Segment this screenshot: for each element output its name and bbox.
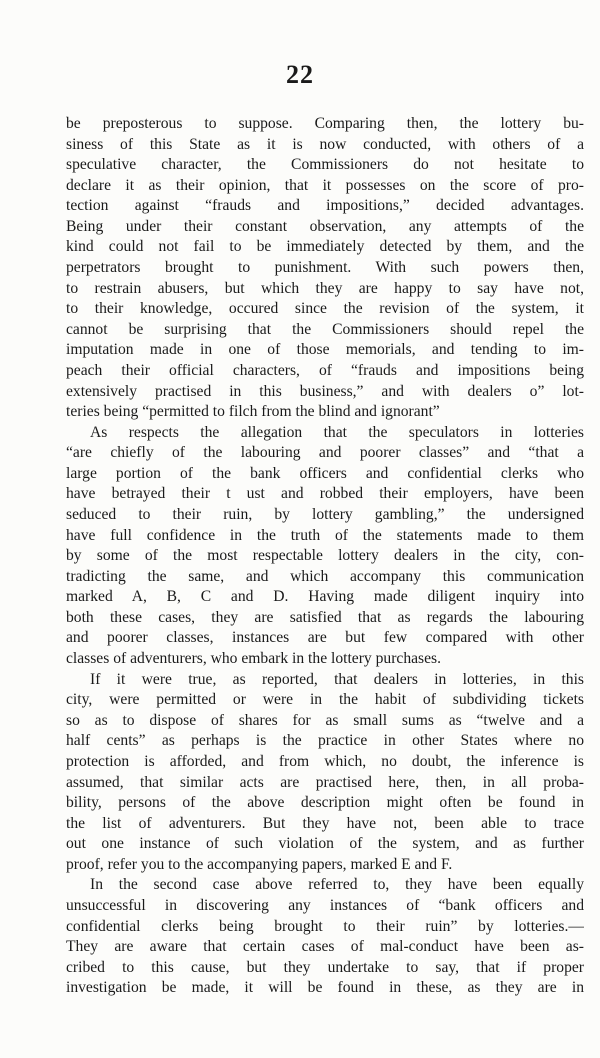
- text-line: large portion of the bank officers and confidential clerks who: [66, 464, 584, 482]
- text-line: Being under their constant observation, any attempts of the: [66, 217, 584, 235]
- paragraph: [66, 114, 584, 423]
- text-line: “are chiefly of the labouring and poorer classes” and “that a: [66, 444, 584, 462]
- text-line: cannot be surprising that the Commissioners should repel the: [66, 320, 584, 338]
- text-line: bility, persons of the above description might often be found in: [66, 794, 584, 812]
- text-line: out one instance of such violation of the system, and as further: [66, 835, 584, 853]
- page-number: 22: [286, 60, 314, 89]
- text-line: confidential clerks being brought to their ruin” by lotteries.—: [66, 917, 584, 935]
- text-line: the list of adventurers. But they have not, been able to trace: [66, 814, 584, 832]
- text-line: imputation made in one of those memorials, and tending to im-: [66, 341, 584, 359]
- text-line: so as to dispose of shares for as small sums as “twelve and a: [66, 711, 584, 729]
- text-line: peach their official characters, of “frauds and impositions being: [66, 361, 584, 379]
- text-line: by some of the most respectable lottery dealers in the city, con-: [66, 547, 584, 565]
- text-line: speculative character, the Commissioners do not hesitate to: [66, 156, 584, 174]
- text-line: kind could not fail to be immediately detected by them, and the: [66, 238, 584, 256]
- document-body: [66, 114, 584, 999]
- text-line: If it were true, as reported, that dealers in lotteries, in this: [90, 670, 584, 688]
- text-line: assumed, that similar acts are practised here, then, in all proba-: [66, 773, 584, 791]
- text-line: city, were permitted or were in the habit of subdividing tickets: [66, 691, 584, 709]
- text-line: They are aware that certain cases of mal-conduct have been as-: [66, 938, 584, 956]
- text-line: teries being “permitted to filch from the blind and ignorant”: [66, 403, 440, 421]
- text-line: protection is afforded, and from which, no doubt, the inference is: [66, 752, 584, 770]
- paragraph: [66, 670, 584, 876]
- text-line: both these cases, they are satisfied that as regards the labouring: [66, 608, 584, 626]
- text-line: to restrain abusers, but which they are happy to say have not,: [66, 279, 584, 297]
- text-line: have betrayed their t ust and robbed their employers, have been: [66, 485, 584, 503]
- text-line: siness of this State as it is now conducted, with others of a: [66, 135, 584, 153]
- text-line: have full confidence in the truth of the statements made to them: [66, 526, 584, 544]
- paragraph: [66, 875, 584, 998]
- text-line: proof, refer you to the accompanying papers, marked E and F.: [66, 855, 453, 873]
- text-line: and poorer classes, instances are but few compared with other: [66, 629, 584, 647]
- paragraph: [66, 423, 584, 670]
- text-line: perpetrators brought to punishment. With such powers then,: [66, 259, 584, 277]
- text-line: tection against “frauds and impositions,” decided advantages.: [66, 197, 584, 215]
- text-line: As respects the allegation that the speculators in lotteries: [90, 423, 584, 441]
- text-line: declare it as their opinion, that it possesses on the score of pro-: [66, 176, 584, 194]
- text-line: to their knowledge, occured since the revision of the system, it: [66, 300, 584, 318]
- text-line: be preposterous to suppose. Comparing then, the lottery bu-: [66, 115, 584, 132]
- text-line: unsuccessful in discovering any instances of “bank officers and: [66, 896, 584, 914]
- text-line: classes of adventurers, who embark in the lottery purchases.: [66, 650, 441, 668]
- text-line: cribed to this cause, but they undertake to say, that if proper: [66, 958, 584, 976]
- text-line: investigation be made, it will be found in these, as they are in: [66, 979, 584, 997]
- text-line: In the second case above referred to, they have been equally: [90, 876, 584, 894]
- text-line: seduced to their ruin, by lottery gambling,” the undersigned: [66, 505, 584, 523]
- text-line: marked A, B, C and D. Having made diligent inquiry into: [66, 588, 584, 606]
- text-line: half cents” as perhaps is the practice in other States where no: [66, 732, 584, 750]
- text-line: extensively practised in this business,” and with dealers o” lot-: [66, 382, 584, 400]
- text-line: tradicting the same, and which accompany this communication: [66, 567, 584, 585]
